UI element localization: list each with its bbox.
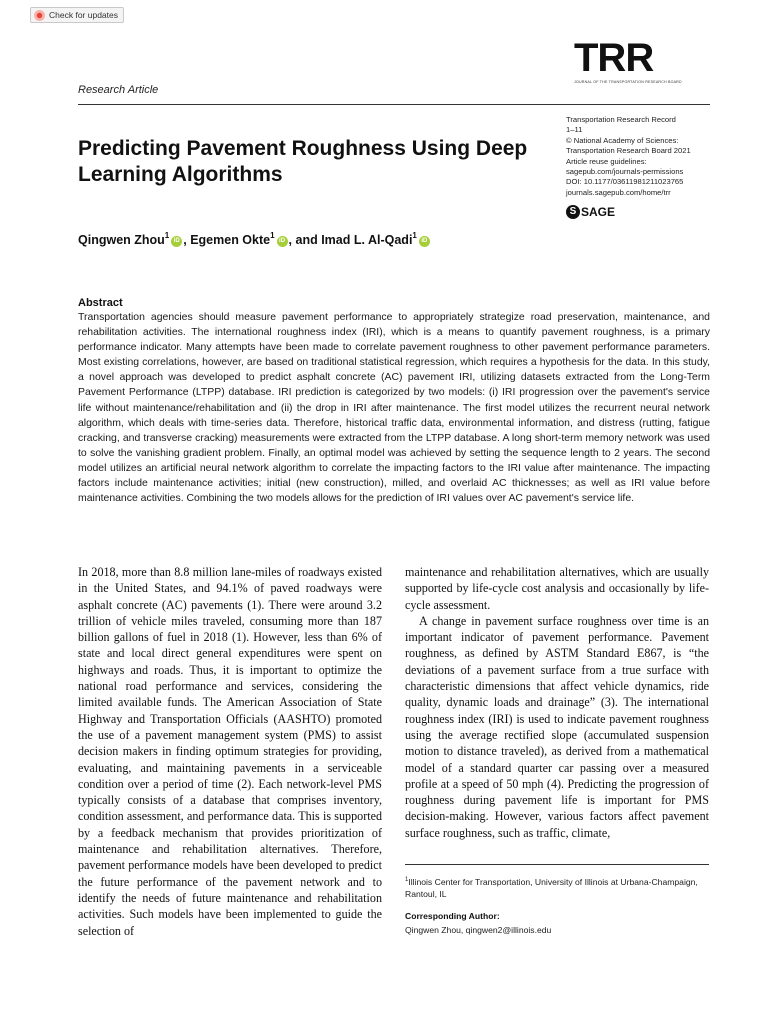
- author-list: [78, 230, 431, 247]
- article-type: Research Article: [78, 84, 159, 96]
- meta-line: Article reuse guidelines:: [566, 156, 647, 166]
- body-paragraph: maintenance and rehabilitation alternatives, which are usually supported by life-cycle cost analysis and occasionally by life-cycle assessment.: [405, 565, 709, 612]
- footnote-divider: [405, 864, 709, 865]
- article-title: Predicting Pavement Roughness Using Deep Learning Algorithms: [78, 137, 528, 186]
- affiliation-mark: 1: [405, 877, 409, 883]
- body-paragraph: A change in pavement surface roughness over time is an important indicator of pavement performance. Pavement roughness, as defined by ASTM Standard E867, is “the deviations of a pavement surface from a true surface with characteristic dimensions that affect vehicle dynamics, ride quality, dynamic loads and drainage” (3). The international roughness index (IRI) is used to indicate pavement roughness using the average rectified slope (accumulated suspension motion to distance traveled), as derived from a mathematical model of a standard quarter car passing over a measured profile at a speed of 50 mph (4). Predicting the progression of roughness during pavement life is important for PMS decision-making. However, various factors affect pavement surface roughness, such as traffic, climate,: [405, 613, 709, 840]
- header-divider: [78, 104, 710, 105]
- author-separator: , and: [288, 233, 322, 247]
- corresponding-author[interactable]: Qingwen Zhou, qingwen2@illinois.edu: [405, 925, 552, 935]
- orcid-icon[interactable]: iD: [277, 236, 288, 247]
- affiliation-note: [405, 874, 705, 900]
- journal-logo: [574, 38, 680, 84]
- corresponding-heading: Corresponding Author:: [405, 911, 500, 921]
- orcid-icon[interactable]: iD: [171, 236, 182, 247]
- author-affiliation-mark: 1: [412, 230, 417, 240]
- journal-meta: [566, 115, 726, 198]
- check-for-updates-label: Check for updates: [49, 10, 118, 20]
- publisher-name: SAGE: [581, 205, 616, 219]
- abstract-heading: Abstract: [78, 297, 123, 309]
- author-affiliation-mark: 1: [270, 230, 275, 240]
- meta-line: Transportation Research Board 2021: [566, 146, 691, 156]
- author-name: Qingwen Zhou: [78, 233, 165, 247]
- logo-wordmark: TRR: [574, 36, 654, 80]
- author-name: Egemen Okte: [190, 233, 271, 247]
- abstract-text: Transportation agencies should measure pavement performance to appropriately strategize road preservation, maintenance, and rehabilitation activities. The international roughness index (IRI), which is a means to quantify pavement roughness, is a primary performance indicator. Many attempts have been made to correlate pavement roughness to other pavement performance parameters. Most existing correlations, however, are based on traditional statistical regression, which requires a hypothesis for the data. In this study, a novel approach was developed to predict asphalt concrete (AC) pavement IRI, utilizing datasets extracted from the Long-Term Pavement Performance (LTPP) database. IRI prediction is categorized by two models: (i) IRI progression over the pavement's service life without maintenance/rehabilitation and (ii) the drop in IRI after maintenance. The first model utilizes the recurrent neural network algorithm, which deals with time-series data. Therefore, historical traffic data, environmental information, and distress (rutting, fatigue cracking, and transverse cracking) measurements were extracted from the LTPP database. A long short-term memory network was used to solve the vanishing gradient problem. Finally, an optimal model was achieved by setting the sequence length to 2 years. The second model utilizes an artificial neural network algorithm to correlate the impacting factors to the IRI value after maintenance. The impacting factors include maintenance activities; initial (new construction), milled, and overlaid AC thicknesses; as well as IRI value before maintenance activities. Combining the two models allows for the prediction of IRI values over AC pavement's service life.: [78, 312, 710, 505]
- orcid-icon[interactable]: iD: [419, 236, 430, 247]
- check-for-updates-badge[interactable]: [30, 7, 124, 23]
- sage-icon: S: [566, 205, 580, 219]
- meta-line: Transportation Research Record: [566, 115, 676, 124]
- affiliation-text: Illinois Center for Transportation, University of Illinois at Urbana-Champaign, Rantoul, IL: [405, 876, 698, 899]
- meta-link-journal[interactable]: journals.sagepub.com/home/trr: [566, 187, 671, 197]
- author-affiliation-mark: 1: [164, 230, 170, 240]
- meta-link-permissions[interactable]: sagepub.com/journals-permissions: [566, 167, 684, 177]
- body-paragraph: In 2018, more than 8.8 million lane-miles of roadways existed in the United States, and 94.1% of paved roadways were asphalt concrete (AC) pavements (1). There were around 3.2 trillion of vehicle miles traveled, consuming more than 187 billion gallons of fuel in 2018 (1). However, less than 6% of state and local direct general expenditures were spent on highways and roads. Thus, it is important to optimize the national road performance and services, considering the limited available funds. The American Association of State Highway and Transportation Officials (AASHTO) promoted the use of a pavement management system (PMS) to assist decision makers in finding optimum strategies for providing, evaluating, and maintaining pavements in a serviceable condition over a period of time (2). Each network-level PMS typically consists of a database that comprises inventory, condition assessment, and performance data. This is supported by a feedback mechanism that provides prioritization of maintenance and rehabilitation alternatives. Therefore, pavement performance models have been developed to predict the future performance of the pavement network and to identify the needs of future maintenance and rehabilitation activities. Such models have been implemented to guide the selection of: [78, 565, 382, 938]
- meta-line: 1–11: [566, 125, 583, 135]
- meta-line: © National Academy of Sciences:: [566, 135, 679, 145]
- logo-tagline: JOURNAL OF THE TRANSPORTATION RESEARCH BOARD: [574, 80, 682, 84]
- crossmark-icon: [34, 10, 45, 21]
- author-name: Imad L. Al-Qadi: [321, 233, 413, 247]
- body-column-right: [405, 564, 709, 841]
- publisher-logo: [566, 205, 615, 219]
- author-separator: ,: [183, 233, 191, 247]
- body-column-left: [78, 564, 382, 939]
- meta-doi[interactable]: DOI: 10.1177/03611981211023765: [566, 177, 684, 187]
